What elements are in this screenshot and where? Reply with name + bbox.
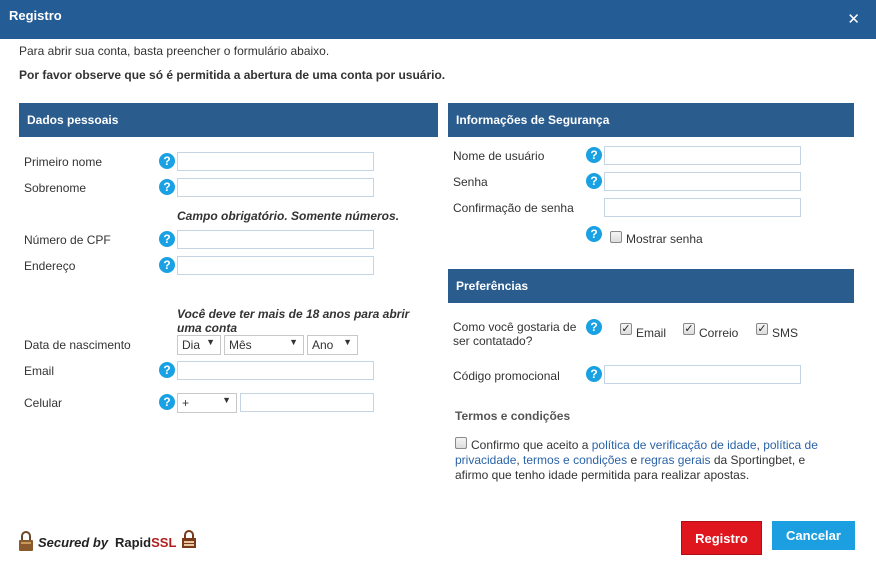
contact-method-label: Como você gostaria de ser contatado? [453, 320, 577, 348]
secured-by-text: Secured by [38, 535, 109, 550]
preferences-section-header: Preferências [448, 269, 854, 303]
birth-month-value: Mês [229, 338, 252, 352]
birth-date-label: Data de nascimento [24, 338, 131, 352]
chevron-down-icon: ▼ [222, 395, 231, 405]
terms-conditions-link[interactable]: termos e condições [523, 453, 628, 467]
terms-text [455, 438, 835, 483]
dialog-titlebar [0, 0, 876, 39]
register-button[interactable]: Registro [681, 521, 762, 555]
terms-separator: , [756, 438, 764, 452]
phone-help-icon[interactable]: ? [159, 394, 175, 410]
phone-input[interactable] [240, 393, 374, 412]
age-note: Você deve ter mais de 18 anos para abrir uma conta [177, 307, 410, 335]
close-icon[interactable]: ✕ [847, 11, 860, 28]
rapidssl-logo [115, 535, 176, 550]
phone-label: Celular [24, 396, 63, 410]
confirm-password-input[interactable] [604, 198, 801, 217]
terms-text-part: da Sportingbet, e afirmo que tenho idade permitida para realizar apostas. [455, 453, 806, 482]
phone-prefix-select[interactable] [177, 393, 237, 413]
contact-sms-checkbox[interactable]: ✓ [757, 323, 767, 335]
cancel-button[interactable]: Cancelar [772, 521, 855, 550]
show-password-help-icon[interactable]: ? [586, 226, 602, 242]
age-verification-link[interactable]: política de verificação de idade [591, 438, 757, 452]
first-name-label: Primeiro nome [24, 155, 103, 169]
password-help-icon[interactable]: ? [586, 173, 602, 189]
address-help-icon[interactable]: ? [159, 257, 175, 273]
promo-code-input[interactable] [604, 365, 801, 384]
birth-day-value: Dia [182, 338, 201, 352]
lock-icon [18, 530, 34, 552]
terms-text-part: Confirmo que aceito a [471, 438, 592, 452]
email-input[interactable] [177, 361, 374, 380]
contact-mail-label: Correio [699, 326, 739, 340]
privacy-policy-link[interactable]: política de privacidade [455, 438, 818, 467]
email-help-icon[interactable]: ? [159, 362, 175, 378]
security-section-header: Informações de Segurança [448, 103, 854, 137]
first-name-help-icon[interactable]: ? [159, 153, 175, 169]
cpf-note: Campo obrigatório. Somente números. [177, 209, 400, 223]
address-label: Endereço [24, 259, 76, 273]
show-password-checkbox[interactable] [610, 231, 622, 243]
cpf-help-icon[interactable]: ? [159, 231, 175, 247]
username-input[interactable] [604, 146, 801, 165]
cpf-input[interactable] [177, 230, 374, 249]
rapidssl-brand-part2: SSL [151, 535, 177, 550]
address-input[interactable] [177, 256, 374, 275]
birth-day-select[interactable] [177, 335, 221, 355]
rapidssl-brand-part1: Rapid [115, 535, 152, 550]
chevron-down-icon: ▼ [289, 337, 298, 347]
password-input[interactable] [604, 172, 801, 191]
contact-email-label: Email [636, 326, 667, 340]
chevron-down-icon: ▼ [343, 337, 352, 347]
password-label: Senha [453, 175, 488, 189]
birth-year-value: Ano [312, 338, 334, 352]
show-password-label: Mostrar senha [626, 232, 703, 246]
contact-help-icon[interactable]: ? [586, 319, 602, 335]
terms-text-part: e [627, 453, 641, 467]
promo-code-help-icon[interactable]: ? [586, 366, 602, 382]
last-name-input[interactable] [177, 178, 374, 197]
personal-section-header: Dados pessoais [19, 103, 438, 137]
first-name-input[interactable] [177, 152, 374, 171]
username-label: Nome de usuário [453, 149, 545, 163]
birth-year-select[interactable] [307, 335, 358, 355]
intro-text: Para abrir sua conta, basta preencher o formulário abaixo. [19, 44, 330, 58]
last-name-help-icon[interactable]: ? [159, 179, 175, 195]
terms-separator: , [516, 453, 524, 467]
padlock-icon [181, 530, 197, 548]
terms-title: Termos e condições [455, 409, 571, 423]
last-name-label: Sobrenome [24, 181, 87, 195]
username-help-icon[interactable]: ? [586, 147, 602, 163]
email-label: Email [24, 364, 55, 378]
phone-prefix-value: + [182, 396, 190, 410]
contact-mail-checkbox[interactable]: ✓ [684, 323, 694, 335]
cpf-label: Número de CPF [24, 233, 111, 247]
birth-month-select[interactable] [224, 335, 304, 355]
contact-email-checkbox[interactable]: ✓ [621, 323, 631, 335]
dialog-title: Registro [9, 8, 62, 23]
promo-code-label: Código promocional [453, 369, 560, 383]
general-rules-link[interactable]: regras gerais [640, 453, 711, 467]
intro-notice: Por favor observe que só é permitida a abertura de uma conta por usuário. [19, 68, 446, 82]
chevron-down-icon: ▼ [206, 337, 215, 347]
confirm-password-label: Confirmação de senha [453, 201, 574, 215]
contact-sms-label: SMS [772, 326, 799, 340]
